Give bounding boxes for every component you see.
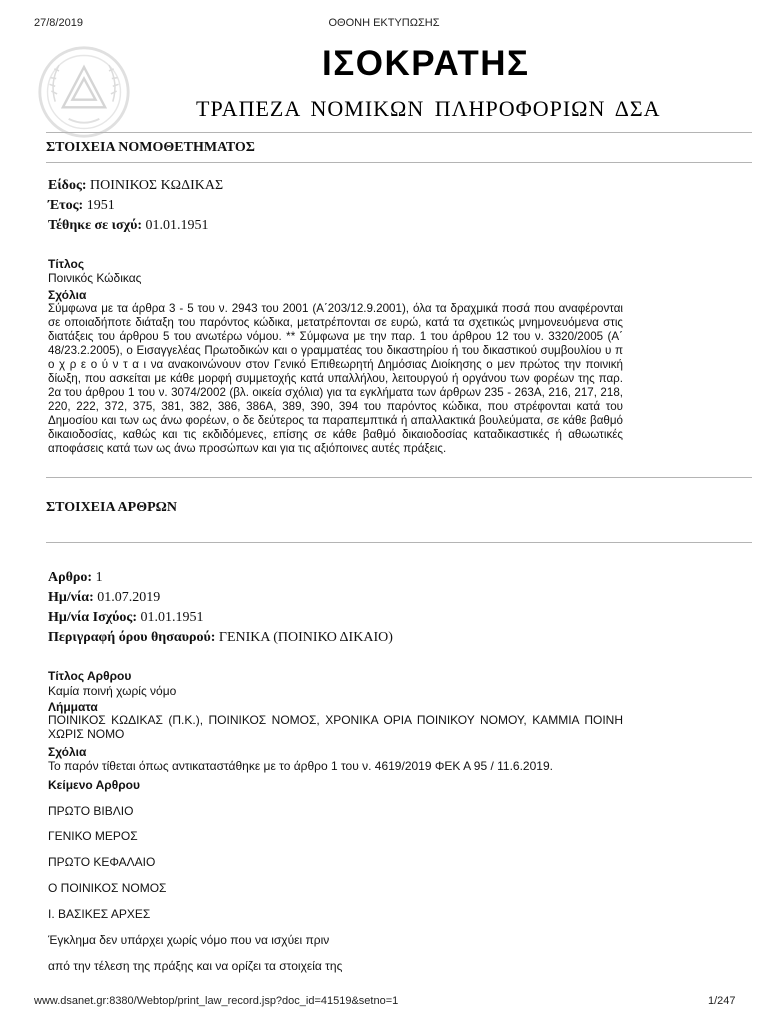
article-lemmas: ΠΟΙΝΙΚΟΣ ΚΩΔΙΚΑΣ (Π.Κ.), ΠΟΙΝΙΚΟΣ ΝΟΜΟΣ, ΧΡΟΝΙΚΑ ΟΡΙΑ ΠΟΙΝΙΚΟΥ ΝΟΜΟΥ, ΚΑΜΜΙΑ ΠΟΙΝΗ ΧΩΡΙΣ ΝΟΜΟ <box>48 713 623 741</box>
field-key: Αρθρο: <box>48 570 93 585</box>
field-key: Περιγραφή όρου θησαυρού: <box>48 630 216 645</box>
law-notes-label: Σχόλια <box>48 288 87 302</box>
article-notes: Το παρόν τίθεται όπως αντικαταστάθηκε με το άρθρο 1 του ν. 4619/2019 ΦΕΚ Α 95 / 11.6.2019. <box>48 759 553 773</box>
article-text-line: από την τέλεση της πράξης και να ορίζει τα στοιχεία της <box>48 959 343 973</box>
article-title-label: Τίτλος Αρθρου <box>48 669 132 683</box>
law-field-year <box>48 198 115 214</box>
article-text-line: ΠΡΩΤΟ ΚΕΦΑΛΑΙΟ <box>48 855 156 869</box>
law-section-heading: ΣΤΟΙΧΕΙΑ ΝΟΜΟΘΕΤΗΜΑΤΟΣ <box>46 140 255 155</box>
field-key: Τέθηκε σε ισχύ: <box>48 218 143 233</box>
articles-section-heading: ΣΤΟΙΧΕΙΑ ΑΡΘΡΩΝ <box>46 500 177 515</box>
law-title-label: Τίτλος <box>48 257 85 271</box>
divider <box>46 542 752 543</box>
law-field-effective <box>48 218 209 234</box>
article-notes-label: Σχόλια <box>48 745 87 759</box>
article-field-thesaurus <box>48 630 393 646</box>
print-date: 27/8/2019 <box>34 17 83 29</box>
divider <box>46 477 752 478</box>
field-value: 1 <box>95 570 103 585</box>
article-text-line: Ι. ΒΑΣΙΚΕΣ ΑΡΧΕΣ <box>48 907 151 921</box>
article-title-value: Καμία ποινή χωρίς νόμο <box>48 684 177 698</box>
field-value: 01.01.1951 <box>140 610 204 625</box>
divider <box>46 132 752 133</box>
article-text-line: Ο ΠΟΙΝΙΚΟΣ ΝΟΜΟΣ <box>48 881 167 895</box>
law-title-value: Ποινικός Κώδικας <box>48 271 142 285</box>
field-value: 01.01.1951 <box>145 218 209 233</box>
print-page-title: ΟΘΟΝΗ ΕΚΤΥΠΩΣΗΣ <box>328 17 440 29</box>
article-text-line: ΠΡΩΤΟ ΒΙΒΛΙΟ <box>48 804 134 818</box>
article-text-line: ΓΕΝΙΚΟ ΜΕΡΟΣ <box>48 829 138 843</box>
brand-subtitle: ΤΡΑΠΕΖΑ ΝΟΜΙΚΩΝ ΠΛΗΡΟΦΟΡΙΩΝ ΔΣΑ <box>196 96 661 121</box>
dsa-seal-icon <box>36 44 132 140</box>
field-value: ΠΟΙΝΙΚΟΣ ΚΩΔΙΚΑΣ <box>90 178 224 193</box>
law-field-type <box>48 178 223 194</box>
field-key: Ημ/νία Ισχύος: <box>48 610 137 625</box>
print-url: www.dsanet.gr:8380/Webtop/print_law_record.jsp?doc_id=41519&setno=1 <box>34 995 399 1007</box>
field-key: Ημ/νία: <box>48 590 94 605</box>
field-value: 01.07.2019 <box>97 590 161 605</box>
law-notes: Σύμφωνα με τα άρθρα 3 - 5 του ν. 2943 του 2001 (Α΄203/12.9.2001), όλα τα δραχμικά ποσά που αναφέρονται σε οποιαδήποτε διάταξη του παρόντος κώδικα, μετατρέπονται σε ευρώ, κατά τα σχετικώς μνημονευόμενα στις διατάξεις του άρθρου 5 του ανωτέρω νόμου. ** Σύμφωνα με την παρ. 1 του άρθρου 12 του ν. 3320/2005 (Α΄ 48/23.2.2005), ο Εισαγγελέας Πρωτοδικών και ο γραμματέας του δικαστηρίου ή του δικαστικού συμβουλίου υ π ο χ ρ ε ο ύ ν τ α ι να ανακοινώνουν στον Γενικό Επιθεωρητή Δημόσιας Διοίκησης ο μεν πρώτος την ποινική δίωξη, που ασκείται με κάθε μορφή συμμετοχής κατά υπαλλήλου, λειτουργού ή οργάνου των φορέων της παρ. 2α του άρθρου 1 του ν. 3074/2002 (βλ. οικεία σχόλια) για τα εγκλήματα των άρθρων 235 - 263Α, 216, 217, 218, 220, 222, 372, 375, 381, 382, 386, 386Α, 389, 390, 394 του παρόντος κώδικα, που στρέφονται κατά του Δημοσίου και των ως άνω φορέων, ο δε δεύτερος τα παραπεμπτικά ή απαλλακτικά βουλεύματα, σε κάθε βαθμό δικαιοδοσίας, καθώς και τις εκδιδόμενες, επίσης σε κάθε βαθμό δικαιοδοσίας καταδικαστικές ή αθωωτικές αποφάσεις κατά των ως άνω προσώπων και για τις αξιόποινες αυτές πράξεις. <box>48 302 623 455</box>
article-field-date <box>48 590 160 606</box>
article-lemmas-label: Λήμματα <box>48 700 98 714</box>
divider <box>46 162 752 163</box>
field-value: 1951 <box>86 198 115 213</box>
brand-title: ΙΣΟΚΡΑΤΗΣ <box>322 44 530 83</box>
field-value: ΓΕΝΙΚΑ (ΠΟΙΝΙΚΟ ΔΙΚΑΙΟ) <box>218 630 393 645</box>
article-text-line: Έγκλημα δεν υπάρχει χωρίς νόμο που να ισχύει πριν <box>48 933 330 947</box>
article-text-label: Κείμενο Αρθρου <box>48 778 140 792</box>
article-field-number <box>48 570 103 586</box>
article-field-effective <box>48 610 204 626</box>
field-key: Είδος: <box>48 178 87 193</box>
page-number: 1/247 <box>708 995 736 1007</box>
field-key: Έτος: <box>48 198 84 213</box>
